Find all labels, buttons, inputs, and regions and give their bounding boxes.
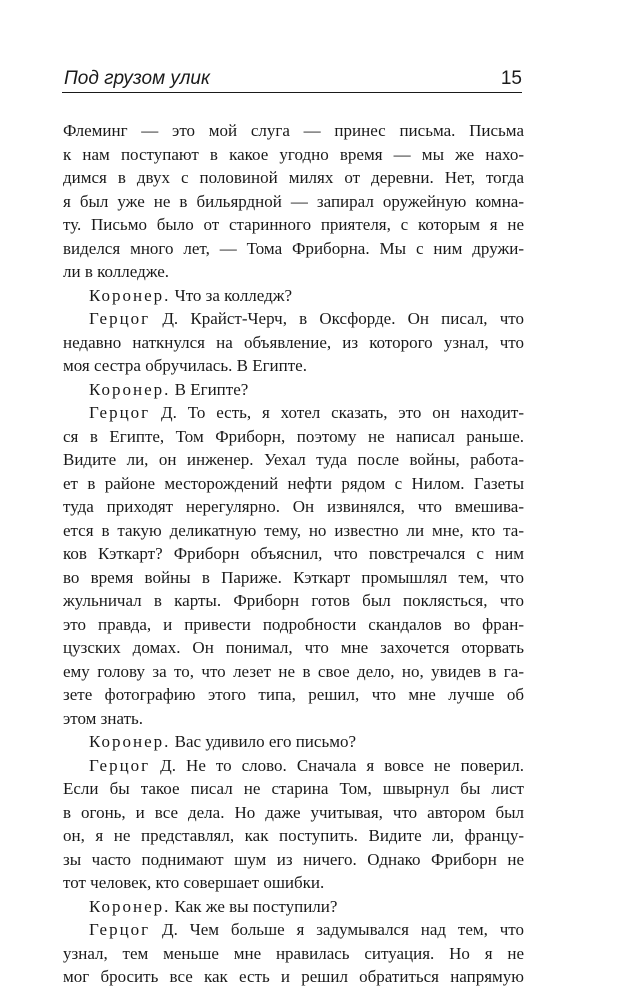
running-title: Под грузом улик (64, 68, 210, 89)
text-line (63, 636, 524, 660)
line-text: Видите ли, он инженер. Уехал туда после войны, работа- (63, 450, 524, 469)
speaker-label: Герцог (89, 920, 151, 939)
text-line (63, 754, 524, 778)
text-line (63, 166, 524, 190)
line-text: зы часто поднимают шум из ничего. Однако Фриборн не (63, 849, 524, 869)
line-text: Д. Крайст-Черч, в Оксфорде. Он писал, что (150, 309, 524, 328)
text-line (63, 260, 524, 284)
text-line (63, 425, 524, 449)
line-text: в огонь, и все дела. Но даже учитывая, что автором был (63, 802, 524, 822)
speaker-label: Коронер. (89, 379, 171, 399)
speaker-label: Герцог (89, 755, 151, 775)
text-line (63, 777, 524, 801)
line-text: цузских домах. Он понимал, что мне захочется оторвать (63, 638, 524, 657)
text-line (63, 871, 524, 895)
speaker-label: Коронер. (89, 285, 171, 305)
text-line (63, 660, 524, 684)
text-line (63, 143, 524, 167)
speaker-label: Герцог (89, 403, 151, 422)
line-text: жульничал в карты. Фриборн готов был поклясться, что (63, 591, 524, 610)
line-text: тот человек, кто совершает ошибки. (63, 873, 325, 892)
text-line (63, 824, 524, 848)
line-text: он, я не представлял, как поступить. Видите ли, францу- (63, 826, 524, 845)
line-text: Д. То есть, я хотел сказать, это он находит- (150, 403, 524, 422)
text-line (63, 589, 524, 613)
text-line (63, 942, 524, 966)
line-text: ет в районе месторождений нефти рядом с Нилом. Газеты (63, 473, 524, 493)
text-line (63, 331, 524, 355)
text-line (63, 613, 524, 637)
line-text: недавно наткнулся на объявление, из которого узнал, что (63, 332, 524, 352)
text-line (63, 801, 524, 825)
text-line (63, 401, 524, 425)
text-line (63, 237, 524, 261)
line-text: моя сестра обручилась. В Египте. (63, 356, 307, 375)
text-line (63, 213, 524, 237)
line-text: узнал, тем меньше мне нравилась ситуация. Но я не (63, 943, 524, 963)
line-text: к нам поступают в какое угодно время — мы же нахо- (63, 144, 524, 164)
line-text: Д. Чем больше я задумывался над тем, что (150, 920, 524, 939)
speaker-label: Герцог (89, 309, 151, 328)
text-line (63, 472, 524, 496)
line-text: Как же вы поступили? (170, 896, 338, 916)
text-line (63, 683, 524, 707)
text-line (63, 378, 524, 402)
line-text: ется в такую деликатную тему, но известно ли мне, кто та- (63, 520, 524, 540)
text-line (63, 448, 524, 472)
line-text: это правда, и привести подробности скандалов во фран- (63, 614, 524, 634)
line-text: этом знать. (63, 708, 144, 728)
speaker-label: Коронер. (89, 896, 171, 916)
text-line (63, 354, 524, 378)
line-text: мог бросить все как есть и решил обратиться напрямую (63, 967, 524, 986)
line-text: В Египте? (170, 379, 249, 399)
text-line (63, 566, 524, 590)
line-text: ему голову за то, что лезет не в свое дело, но, увидев в га- (63, 661, 524, 681)
line-text: димся в двух с половиной милях от деревни. Нет, тогда (63, 168, 524, 187)
line-text: во время войны в Париже. Кэткарт промышлял тем, что (63, 567, 524, 587)
text-line (63, 519, 524, 543)
running-header (62, 62, 522, 93)
text-line (63, 918, 524, 942)
text-line (63, 895, 524, 919)
body-text (63, 119, 524, 989)
text-line (63, 119, 524, 143)
text-line (63, 307, 524, 331)
text-line (63, 848, 524, 872)
text-line (63, 707, 524, 731)
line-text: зете фотографию этого типа, решил, что мне лучше об (63, 685, 524, 704)
line-text: Флеминг — это мой слуга — принес письма. Письма (63, 121, 524, 140)
line-text: ков Кэткарт? Фриборн объяснил, что повстречался с ним (63, 544, 524, 563)
line-text: Если бы такое писал не старина Том, швырнул бы лист (63, 779, 524, 798)
line-text: виделся много лет, — Тома Фриборна. Мы с ним дружи- (63, 238, 524, 258)
page-number: 15 (500, 68, 522, 89)
text-line (63, 495, 524, 519)
text-line (63, 190, 524, 214)
line-text: ли в колледже. (63, 262, 170, 281)
line-text: я был уже не в бильярдной — запирал оружейную комна- (63, 191, 524, 211)
speaker-label: Коронер. (89, 732, 171, 751)
line-text: Вас удивило его письмо? (170, 732, 356, 751)
line-text: ся в Египте, Том Фриборн, поэтому не написал раньше. (63, 426, 524, 446)
line-text: туда приходят нерегулярно. Он извинялся, что вмешива- (63, 497, 524, 516)
line-text: Д. Не то слово. Сначала я вовсе не поверил. (150, 755, 524, 775)
text-line (63, 730, 524, 754)
line-text: Что за колледж? (170, 285, 293, 305)
text-line (63, 965, 524, 989)
line-text: ту. Письмо было от старинного приятеля, с которым я не (63, 215, 524, 234)
text-line (63, 284, 524, 308)
text-line (63, 542, 524, 566)
